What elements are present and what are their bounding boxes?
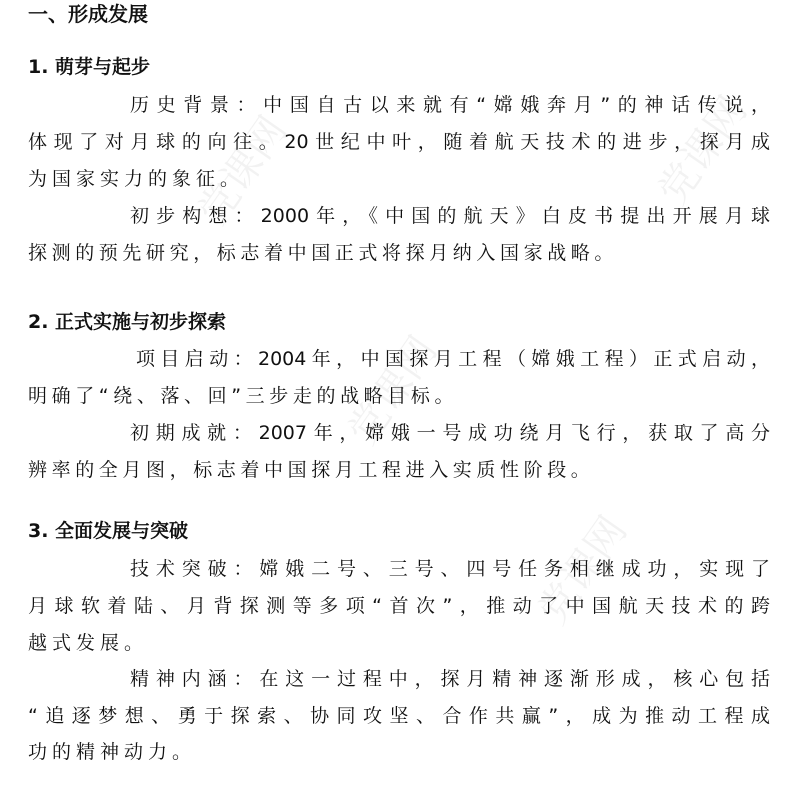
paragraph-line: 辨率的全月图，标志着中国探月工程进入实质性阶段。 [28,459,595,481]
paragraph-line: 精神内涵：在这一过程中，探月精神逐渐形成，核心包括 [130,668,770,690]
subsection-title: 1. 萌芽与起步 [28,56,151,78]
watermark: 党课网 [649,88,757,213]
paragraph-line: 初步构想：2000年，《中国的航天》白皮书提出开展月球 [130,205,770,227]
paragraph-line: 技术突破：嫦娥二号、三号、四号任务相继成功，实现了 [130,558,770,580]
paragraph-line: 初期成就：2007年，嫦娥一号成功绕月飞行，获取了高分 [130,422,770,444]
paragraph-line: 功的精神动力。 [28,741,197,763]
paragraph-line: 月球软着陆、月背探测等多项“首次”，推动了中国航天技术的跨 [28,595,770,617]
paragraph-line: 探测的预先研究，标志着中国正式将探月纳入国家战略。 [28,242,619,264]
subsection-title: 2. 正式实施与初步探索 [28,311,227,333]
paragraph-line: “追逐梦想、勇于探索、协同攻坚、合作共赢”，成为推动工程成 [28,705,770,727]
paragraph-line: 历史背景：中国自古以来就有“嫦娥奔月”的神话传说， [130,94,770,116]
paragraph-line: 越式发展。 [28,632,149,654]
paragraph-line: 项目启动：2004年，中国探月工程（嫦娥工程）正式启动， [136,348,770,370]
watermark: 党课网 [339,328,447,453]
watermark: 党课网 [529,508,637,633]
subsection-title: 3. 全面发展与突破 [28,520,189,542]
paragraph-line: 明确了“绕、落、回”三步走的战略目标。 [28,385,459,407]
watermark: 党课网 [189,108,297,233]
paragraph-line: 体现了对月球的向往。20世纪中叶，随着航天技术的进步，探月成 [28,131,770,153]
section-title: 一、形成发展 [28,2,148,26]
paragraph-line: 为国家实力的象征。 [28,168,245,190]
